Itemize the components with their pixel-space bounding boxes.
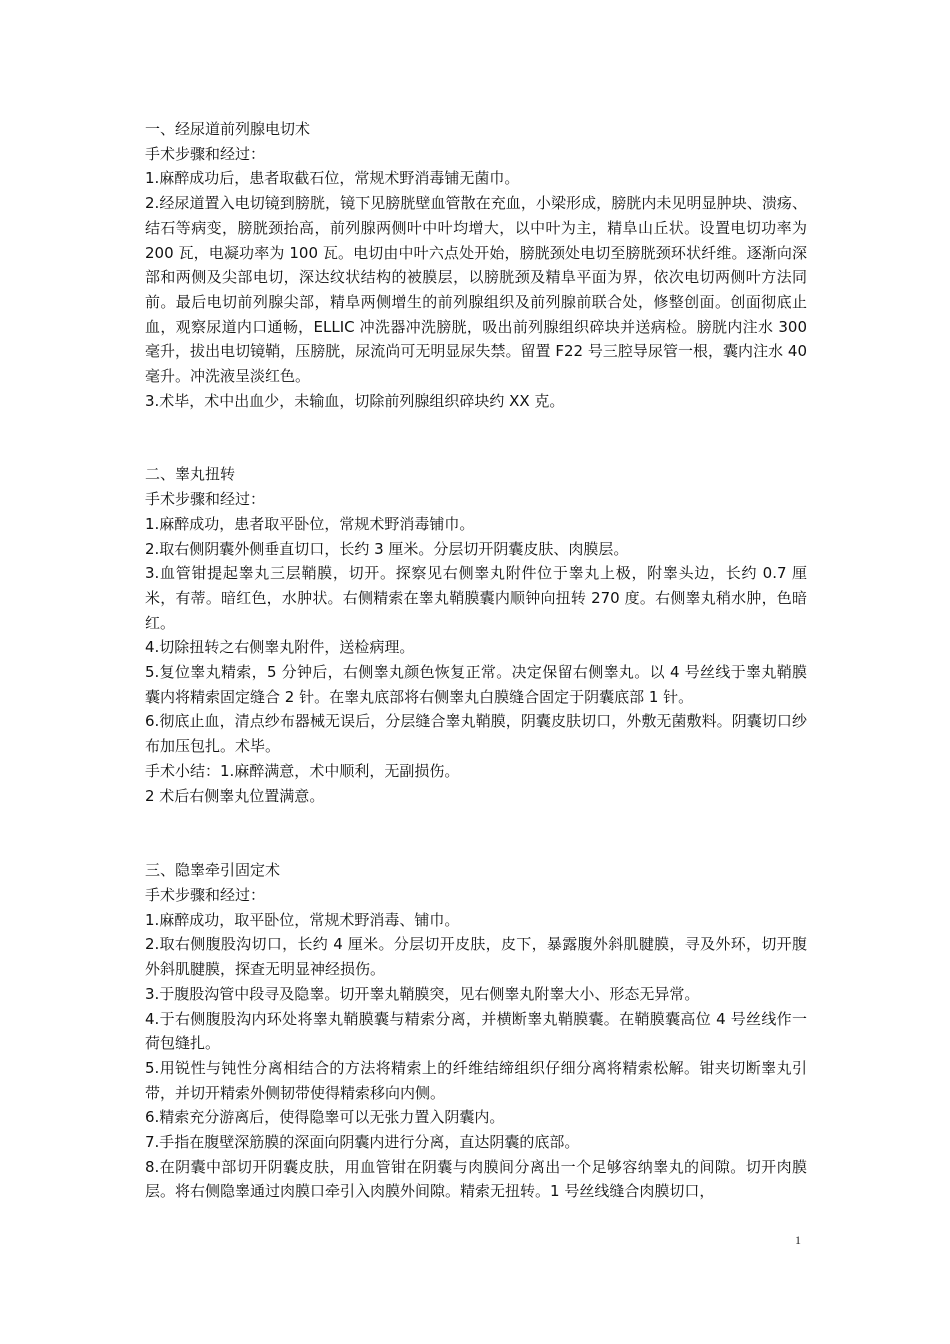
step-paragraph: 4.切除扭转之右侧睾丸附件，送检病理。 — [145, 638, 415, 657]
step-paragraph: 1.麻醉成功，患者取平卧位，常规术野消毒铺巾。 — [145, 514, 475, 533]
step-paragraph: 2.取右侧腹股沟切口，长约 4 厘米。分层切开皮肤，皮下，暴露腹外斜肌腱膜，寻及外环，切开腹外斜肌腱膜，探查无明显神经损伤。 — [145, 935, 807, 979]
step-paragraph: 6.精索充分游离后，使得隐睾可以无张力置入阴囊内。 — [145, 1108, 505, 1127]
step-paragraph: 3.于腹股沟管中段寻及隐睾。切开睾丸鞘膜突，见右侧睾丸附睾大小、形态无异常。 — [145, 984, 700, 1003]
step-paragraph: 7.手指在腹壁深筋膜的深面向阴囊内进行分离，直达阴囊的底部。 — [145, 1133, 580, 1152]
step-paragraph: 2.经尿道置入电切镜到膀胱，镜下见膀胱壁血管散在充血，小梁形成，膀胱内未见明显肿块、溃疡、结石等病变，膀胱颈抬高，前列腺两侧叶中叶均增大，以中叶为主，精阜山丘状。设置电切功率为 200 瓦，电凝功率为 100 瓦。电切由中叶六点处开始，膀胱颈处电切至膀胱颈环状纤维。逐渐向深部和两侧及尖部电切，深达纹状结构的被膜层，以膀胱颈及精阜平面为界，依次电切两侧叶方法同前。最后电切前列腺尖部，精阜两侧增生的前列腺组织及前列腺前联合处，修整创面。创面彻底止血，观察尿道内口通畅，ELLIC 冲洗器冲洗膀胱，吸出前列腺组织碎块并送病检。膀胱内注水 300 毫升，拔出电切镜鞘，压膀胱，尿流尚可无明显尿失禁。留置 F22 号三腔导尿管一根，囊内注水 40 毫升。冲洗液呈淡红色。 — [145, 194, 807, 386]
step-paragraph: 1.麻醉成功后，患者取截石位，常规术野消毒铺无菌巾。 — [145, 169, 520, 188]
step-paragraph: 2.取右侧阴囊外侧垂直切口，长约 3 厘米。分层切开阴囊皮肤、肉膜层。 — [145, 539, 629, 558]
step-paragraph: 3.血管钳提起睾丸三层鞘膜，切开。探察见右侧睾丸附件位于睾丸上极，附睾头边，长约 0.7 厘米，有蒂。暗红色，水肿状。右侧精索在睾丸鞘膜囊内顺钟向扭转 270 度。右侧睾丸稍水肿，色暗红。 — [145, 564, 807, 632]
section-title: 三、隐睾牵引固定术 — [145, 861, 281, 880]
section-subtitle: 手术步骤和经过： — [145, 885, 266, 904]
step-paragraph: 5.复位睾丸精索，5 分钟后，右侧睾丸颜色恢复正常。决定保留右侧睾丸。以 4 号丝线于睾丸鞘膜囊内将精索固定缝合 2 针。在睾丸底部将右侧睾丸白膜缝合固定于阴囊底部 1 针。 — [145, 663, 807, 706]
step-paragraph: 4.于右侧腹股沟内环处将睾丸鞘膜囊与精索分离，并横断睾丸鞘膜囊。在鞘膜囊高位 4 号丝线作一荷包缝扎。 — [145, 1009, 807, 1053]
document-page — [145, 117, 807, 1204]
step-paragraph: 1.麻醉成功，取平卧位，常规术野消毒、铺巾。 — [145, 910, 460, 929]
summary-paragraph: 2 术后右侧睾丸位置满意。 — [145, 786, 325, 805]
section-prostate-resection — [145, 117, 807, 413]
step-paragraph: 6.彻底止血，清点纱布器械无误后，分层缝合睾丸鞘膜，阴囊皮肤切口，外敷无菌敷料。阴囊切口纱布加压包扎。术毕。 — [145, 712, 807, 756]
section-subtitle: 手术步骤和经过： — [145, 144, 266, 163]
page-number: 1 — [795, 1233, 801, 1247]
section-title: 一、经尿道前列腺电切术 — [145, 120, 311, 138]
section-orchiopexy — [145, 858, 807, 1204]
section-spacer — [145, 413, 807, 462]
summary-paragraph: 手术小结：1.麻醉满意，术中顺利，无副损伤。 — [145, 761, 460, 780]
section-subtitle: 手术步骤和经过： — [145, 490, 266, 509]
section-title: 二、睾丸扭转 — [145, 465, 236, 484]
section-testicular-torsion — [145, 462, 807, 808]
step-paragraph: 8.在阴囊中部切开阴囊皮肤，用血管钳在阴囊与肉膜间分离出一个足够容纳睾丸的间隙。切开肉膜层。将右侧隐睾通过肉膜口牵引入肉膜外间隙。精索无扭转。1 号丝线缝合肉膜切口， — [145, 1157, 807, 1201]
step-paragraph: 3.术毕，术中出血少，未输血，切除前列腺组织碎块约 XX 克。 — [145, 391, 565, 410]
step-paragraph: 5.用锐性与钝性分离相结合的方法将精索上的纤维结缔组织仔细分离将精索松解。钳夹切断睾丸引带，并切开精索外侧韧带使得精索移向内侧。 — [145, 1058, 807, 1102]
section-spacer — [145, 808, 807, 858]
